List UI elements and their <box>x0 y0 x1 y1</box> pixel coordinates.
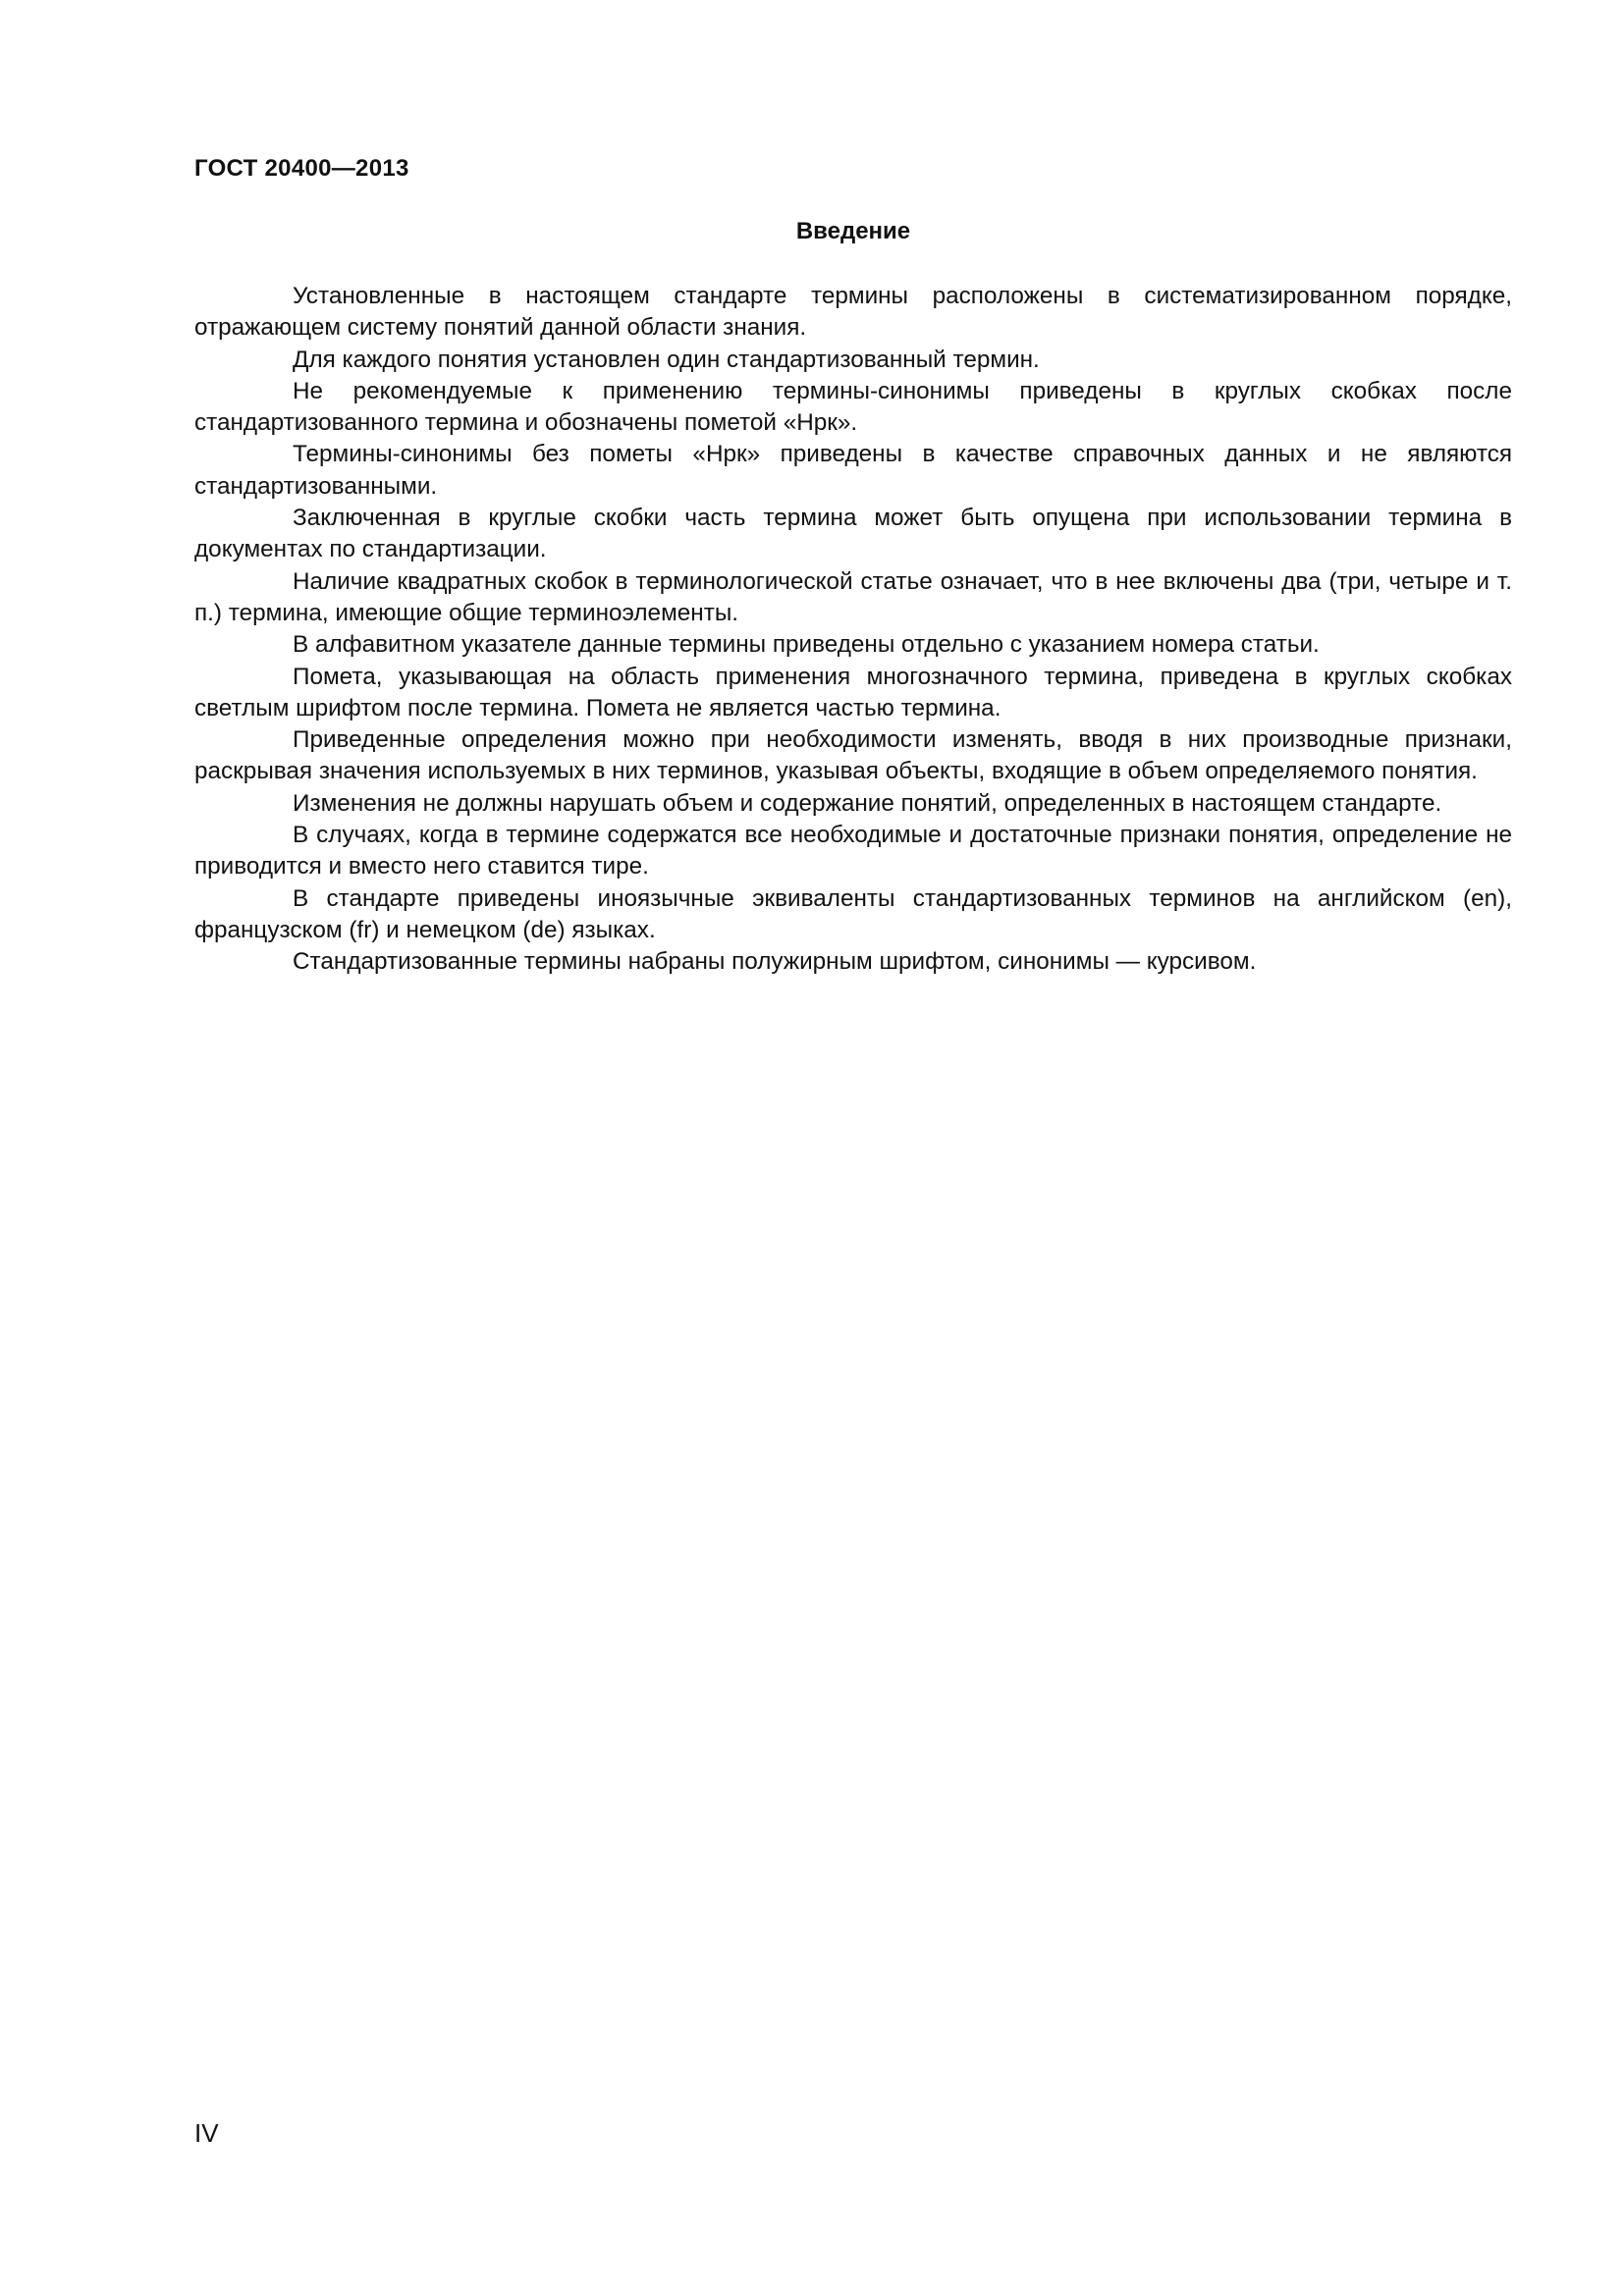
paragraph: В случаях, когда в термине содержатся все необходимые и достаточные признаки понятия, определение не приводится и вместо него ставится тире. <box>194 822 1512 881</box>
page-number: IV <box>194 2118 219 2148</box>
paragraph: Изменения не должны нарушать объем и содержание понятий, определенных в настоящем стандарте. <box>293 789 1442 817</box>
paragraph: Стандартизованные термины набраны полужирным шрифтом, синонимы — курсивом. <box>293 948 1257 976</box>
paragraph: Не рекомендуемые к применению термины-синонимы приведены в круглых скобках после стандартизованного термина и обозначены пометой «Нрк». <box>194 377 1512 437</box>
paragraph: В алфавитном указателе данные термины приведены отдельно с указанием номера статьи. <box>293 631 1320 659</box>
document-id: ГОСТ 20400—2013 <box>194 155 409 182</box>
paragraph: В стандарте приведены иноязычные эквиваленты стандартизованных терминов на английском (en), французском (fr) и немецком (de) языках. <box>194 884 1512 943</box>
section-title: Введение <box>795 218 911 244</box>
paragraph: Помета, указывающая на область применения многозначного термина, приведена в круглых скобках светлым шрифтом после термина. Помета не является частью термина. <box>194 663 1512 721</box>
introduction-body <box>194 281 1512 979</box>
paragraph: Заключенная в круглые скобки часть термина может быть опущена при использовании термина в документах по стандартизации. <box>194 505 1512 563</box>
paragraph: Приведенные определения можно при необходимости изменять, вводя в них производные признаки, раскрывая значения используемых в них терминов, указывая объекты, входящие в объем определяемого понятия. <box>194 726 1512 785</box>
paragraph: Наличие квадратных скобок в терминологической статье означает, что в нее включены два (три, четыре и т. п.) термина, имеющие общие терминоэлементы. <box>194 567 1512 626</box>
paragraph: Установленные в настоящем стандарте термины расположены в систематизированном порядке, отражающем систему понятий данной области знания. <box>194 283 1512 342</box>
paragraph: Для каждого понятия установлен один стандартизованный термин. <box>293 346 1040 373</box>
paragraph: Термины-синонимы без пометы «Нрк» приведены в качестве справочных данных и не являются стандартизованными. <box>194 441 1512 500</box>
